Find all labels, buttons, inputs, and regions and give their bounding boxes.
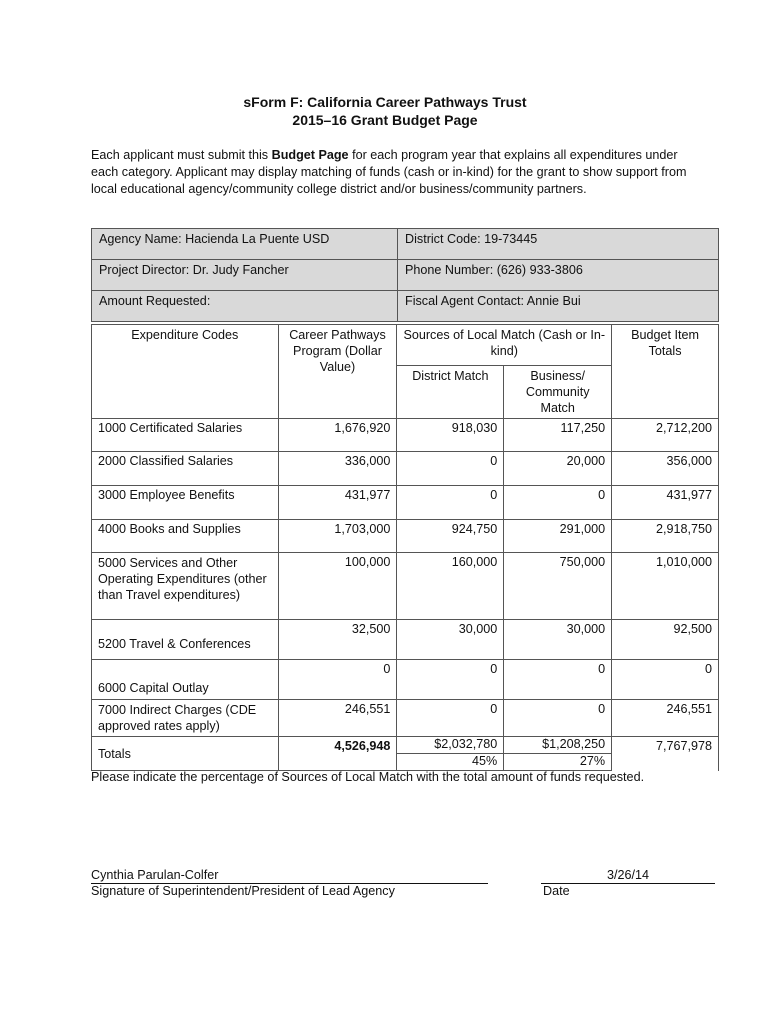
program-value: 0 [278, 660, 397, 700]
header-district-match: District Match [397, 366, 504, 419]
district-match-value: 918,030 [397, 419, 504, 452]
agency-info-table [91, 228, 719, 322]
program-value: 1,676,920 [278, 419, 397, 452]
expenditure-code: 7000 Indirect Charges (CDE approved rates apply) [92, 700, 279, 737]
table-row [92, 700, 719, 737]
totals-budget-item: 7,767,978 [612, 737, 719, 771]
budget-item-total: 1,010,000 [612, 553, 719, 620]
form-subtitle: 2015–16 Grant Budget Page [292, 112, 478, 128]
date-label: Date [543, 884, 570, 898]
budget-item-total: 356,000 [612, 452, 719, 486]
district-match-value: 0 [397, 452, 504, 486]
totals-business: $1,208,250 [504, 737, 612, 754]
table-row [92, 553, 719, 620]
business-match-value: 0 [504, 660, 612, 700]
business-match-value: 30,000 [504, 620, 612, 660]
expenditure-code: 2000 Classified Salaries [92, 452, 279, 486]
budget-item-total: 2,712,200 [612, 419, 719, 452]
header-budget-item-totals: Budget Item Totals [612, 325, 719, 419]
header-sources-local-match: Sources of Local Match (Cash or In-kind) [397, 325, 612, 366]
program-value: 246,551 [278, 700, 397, 737]
totals-label: Totals [92, 737, 279, 771]
table-row [92, 620, 719, 660]
agency-name: Agency Name: Hacienda La Puente USD [92, 229, 398, 260]
program-value: 336,000 [278, 452, 397, 486]
intro-text-end: for each program year that explains all expenditures under each category. Applicant may display matching of funds (cash or in-kind) for the grant to show support from local educational agency/community college district and/or business/community partners. [91, 148, 687, 196]
business-match-value: 291,000 [504, 520, 612, 553]
form-title: sForm F: California Career Pathways Trust [243, 94, 527, 110]
totals-program: 4,526,948 [278, 737, 397, 771]
header-career-pathways: Career Pathways Program (Dollar Value) [278, 325, 397, 419]
intro-paragraph [91, 147, 691, 198]
expenditure-code: 3000 Employee Benefits [92, 486, 279, 520]
fiscal-agent-contact: Fiscal Agent Contact: Annie Bui [398, 291, 719, 322]
business-match-value: 117,250 [504, 419, 612, 452]
expenditure-code: 6000 Capital Outlay [92, 660, 279, 700]
project-director: Project Director: Dr. Judy Fancher [92, 260, 398, 291]
business-match-value: 750,000 [504, 553, 612, 620]
program-value: 32,500 [278, 620, 397, 660]
district-match-value: 160,000 [397, 553, 504, 620]
budget-item-total: 431,977 [612, 486, 719, 520]
district-match-value: 0 [397, 486, 504, 520]
program-value: 1,703,000 [278, 520, 397, 553]
budget-item-total: 2,918,750 [612, 520, 719, 553]
expenditure-code: 1000 Certificated Salaries [92, 419, 279, 452]
signature-label: Signature of Superintendent/President of Lead Agency [91, 884, 395, 898]
table-row [92, 660, 719, 700]
signature-date: 3/26/14 [541, 867, 715, 884]
district-match-value: 0 [397, 660, 504, 700]
table-row [92, 419, 719, 452]
expenditure-code: 4000 Books and Supplies [92, 520, 279, 553]
signature-name: Cynthia Parulan-Colfer [91, 867, 488, 884]
expenditure-code: 5000 Services and Other Operating Expenditures (other than Travel expenditures) [92, 553, 279, 620]
header-expenditure-codes: Expenditure Codes [92, 325, 279, 419]
percentage-note: Please indicate the percentage of Sources of Local Match with the total amount of funds requested. [91, 770, 645, 784]
intro-bold-text: Budget Page [271, 148, 349, 162]
business-match-value: 0 [504, 700, 612, 737]
budget-item-total: 246,551 [612, 700, 719, 737]
district-match-value: 0 [397, 700, 504, 737]
totals-row [92, 737, 719, 754]
intro-text-start: Each applicant must submit this [91, 148, 272, 162]
business-match-value: 0 [504, 486, 612, 520]
header-business-match: Business/ Community Match [504, 366, 612, 419]
business-match-percent: 27% [504, 754, 612, 771]
phone-number: Phone Number: (626) 933-3806 [398, 260, 719, 291]
district-match-value: 30,000 [397, 620, 504, 660]
budget-table [91, 324, 719, 771]
amount-requested: Amount Requested: [92, 291, 398, 322]
table-row [92, 452, 719, 486]
program-value: 431,977 [278, 486, 397, 520]
expenditure-code: 5200 Travel & Conferences [92, 620, 279, 660]
district-match-value: 924,750 [397, 520, 504, 553]
business-match-value: 20,000 [504, 452, 612, 486]
district-code: District Code: 19-73445 [398, 229, 719, 260]
table-row [92, 486, 719, 520]
table-row [92, 520, 719, 553]
totals-district: $2,032,780 [397, 737, 504, 754]
district-match-percent: 45% [397, 754, 504, 771]
program-value: 100,000 [278, 553, 397, 620]
budget-item-total: 92,500 [612, 620, 719, 660]
budget-item-total: 0 [612, 660, 719, 700]
